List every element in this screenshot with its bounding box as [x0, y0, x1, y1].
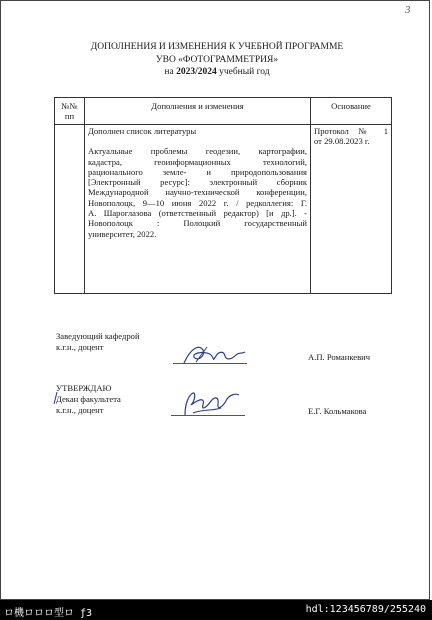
header-basis: Основание — [311, 98, 392, 125]
reference-line: Новополоцк : Полоцкий государственный — [88, 218, 307, 229]
cell-basis — [311, 125, 392, 294]
dean-title: Декан факультета — [56, 394, 121, 404]
academic-year: 2023/2024 — [176, 67, 217, 77]
head-title: Заведующий кафедрой — [56, 331, 140, 341]
heading-line-2: УВО «ФОТОГРАММЕТРИЯ» — [155, 54, 279, 65]
reference-line: рационального земле- и природопользования — [88, 166, 307, 177]
reference-line: Новополоцк, 9—10 июня 2022 г. / редколлегия: Г. — [88, 197, 307, 208]
reference-line: Актуальные проблемы геодезии, картографии, — [88, 146, 307, 157]
cell-changes — [85, 125, 311, 294]
reference-line: кадастра, геоинформационных технологий, — [88, 156, 307, 167]
basis-protocol: Протокол № 1 — [314, 126, 388, 136]
page-number: 3 — [405, 4, 411, 16]
handle-identifier: hdl:123456789/255240 — [305, 604, 426, 615]
head-name: А.П. Романкевич — [308, 352, 371, 362]
change-title: Дополнен список литературы — [88, 126, 197, 136]
dean-signature — [179, 389, 249, 419]
year-suffix: учебный год — [216, 67, 270, 77]
changes-table — [54, 97, 392, 294]
dean-degree: к.г.н., доцент — [56, 405, 104, 415]
header-number: №№ пп — [55, 98, 85, 125]
table-header-row — [55, 98, 392, 125]
document-heading — [1, 41, 432, 79]
basis-date: от 29.08.2023 г. — [314, 136, 370, 147]
heading-line-1: ДОПОЛНЕНИЯ И ИЗМЕНЕНИЯ К УЧЕБНОЙ ПРОГРАММЕ — [90, 42, 344, 52]
header-changes: Дополнения и изменения — [85, 98, 311, 125]
table-row — [55, 125, 392, 294]
cell-number — [55, 125, 85, 294]
reference-line: [Электронный ресурс]: электронный сборник — [88, 177, 307, 188]
reference-line: Международной научно-технической конференции, — [88, 187, 307, 198]
dean-name: Е.Г. Кольмакова — [308, 406, 367, 416]
approval-title: УТВЕРЖДАЮ — [56, 383, 112, 393]
reference-line: университет, 2022. — [88, 228, 157, 239]
reference-line: А. Шароглазова (ответственный редактор) [и др.]. - — [88, 208, 307, 219]
viewer-status-left: ロ機ロロロ型ロ ƒ3 — [4, 608, 93, 619]
head-signature — [181, 342, 251, 366]
year-prefix: на — [164, 67, 177, 77]
viewer-status-bar — [0, 600, 432, 620]
pen-mark — [53, 391, 59, 405]
academic-year-line — [1, 66, 432, 79]
head-degree: к.г.н., доцент — [56, 342, 104, 352]
